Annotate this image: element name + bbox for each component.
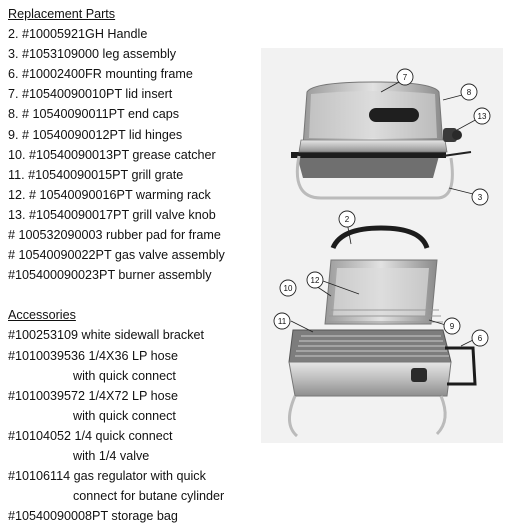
callout-12-label: 12	[310, 276, 320, 285]
callout-7-label: 7	[402, 73, 408, 82]
part-line: # 100532090003 rubber pad for frame	[8, 228, 221, 243]
grill-illustration	[261, 48, 503, 443]
accessory-line: #10106114 gas regulator with quick	[8, 469, 206, 484]
part-line: 6. #10002400FR mounting frame	[8, 67, 193, 82]
part-line: 8. # 10540090011PT end caps	[8, 107, 180, 122]
callout-9-label: 9	[449, 322, 455, 331]
part-line: 9. # 10540090012PT lid hinges	[8, 127, 183, 142]
callout-11-label: 11	[277, 317, 287, 326]
part-line: 2. #10005921GH Handle	[8, 27, 148, 42]
callout-6-label: 6	[477, 334, 483, 343]
callout-13-label: 13	[477, 112, 487, 121]
callout-3-label: 3	[477, 193, 483, 202]
accessory-line: with 1/4 valve	[73, 448, 150, 463]
part-line: 3. #1053109000 leg assembly	[8, 47, 177, 62]
callout-10-label: 10	[283, 284, 293, 293]
grill-diagram	[261, 48, 503, 443]
accessory-line: #1010039572 1/4X72 LP hose	[8, 388, 178, 403]
replacement-parts-heading: Replacement Parts	[8, 7, 116, 21]
accessory-line: connect for butane cylinder	[73, 489, 225, 504]
accessories-heading: Accessories	[8, 308, 76, 323]
callout-2-label: 2	[344, 215, 350, 224]
accessory-line: with quick connect	[73, 408, 176, 423]
part-line: 10. #10540090013PT grease catcher	[8, 147, 216, 162]
part-line: 12. # 10540090016PT warming rack	[8, 187, 211, 202]
accessory-line: #1010039536 1/4X36 LP hose	[8, 348, 178, 363]
callout-8-label: 8	[466, 88, 472, 97]
part-line: 11. #10540090015PT grill grate	[8, 167, 184, 182]
part-line: 7. #10540090010PT lid insert	[8, 87, 173, 102]
part-line: #105400090023PT burner assembly	[8, 268, 212, 283]
parts-list	[8, 4, 270, 526]
accessory-line: #10540090008PT storage bag	[8, 509, 178, 524]
accessory-line: #100253109 white sidewall bracket	[8, 328, 205, 343]
accessory-line: #10104052 1/4 quick connect	[8, 428, 173, 443]
part-line: 13. #10540090017PT grill valve knob	[8, 207, 216, 222]
part-line: # 10540090022PT gas valve assembly	[8, 248, 225, 263]
accessory-line: with quick connect	[73, 368, 176, 383]
section-gap	[8, 285, 270, 305]
